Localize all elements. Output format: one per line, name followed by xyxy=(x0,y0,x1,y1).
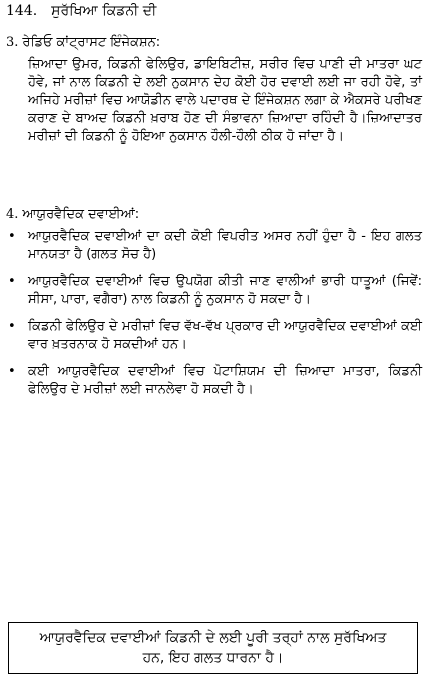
list-item xyxy=(6,318,422,354)
list-item-text: ਆਯੁਰਵੈਦਿਕ ਦਵਾਈਆਂ ਦਾ ਕਦੀ ਕੋਈ ਵਿਪਰੀਤ ਅਸਰ ਨਹੀਂ ਹੁੰਦਾ ਹੈ - ਇਹ ਗਲਤ ਮਾਨਯਤਾ ਹੈ (ਗਲਤ ਸੋਚ ਹੈ) xyxy=(28,229,422,262)
bullet-icon: • xyxy=(8,274,16,289)
section-paragraph: ਜ਼ਿਆਦਾ ਉਮਰ, ਕਿਡਨੀ ਫੇਲਿਉਰ, ਡਾਇਬਿਟੀਜ਼, ਸਰੀਰ ਵਿਚ ਪਾਣੀ ਦੀ ਮਾਤਰਾ ਘਟ ਹੋਵੇ, ਜਾਂ ਨਾਲ ਕਿਡਨੀ ਦੇ ਲਈ ਨੁਕਸਾਨ ਦੇਹ ਕੋਈ ਹੋਰ ਦਵਾਈ ਲਈ ਜਾ ਰਹੀ ਹੋਵੇ, ਤਾਂ ਅਜਿਹੇ ਮਰੀਜ਼ਾਂ ਵਿਚ ਆਯੋਡੀਨ ਵਾਲੇ ਪਦਾਰਥ ਦੇ ਇੰਜੇਕਸ਼ਨ ਲਗਾ ਕੇ ਐਕਸਰੇ ਪਰੀਖਣ ਕਰਾਣ ਦੇ ਬਾਅਦ ਕਿਡਨੀ ਖ਼ਰਾਬ ਹੋਣ ਦੀ ਸੰਭਾਵਨਾ ਜ਼ਿਆਦਾ ਰਹਿੰਦੀ ਹੈ।ਜ਼ਿਆਦਾਤਰ ਮਰੀਜ਼ਾਂ ਦੀ ਕਿਡਨੀ ਨੂੰ ਹੋਇਆ ਨੁਕਸਾਨ ਹੌਲੀ-ਹੌਲੀ ਠੀਕ ਹੋ ਜਾਂਦਾ ਹੈ। xyxy=(28,57,422,144)
section-number: 3. xyxy=(6,35,19,50)
list-item-text: ਆਯੁਰਵੈਦਿਕ ਦਵਾਈਆਂ ਵਿਚ ਉਪਯੋਗ ਕੀਤੀ ਜਾਣ ਵਾਲੀਆਂ ਭਾਰੀ ਧਾਤੂਆਂ (ਜਿਵੇਂ: ਸੀਸਾ, ਪਾਰਾ, ਵਗੈਰਾ) ਨਾਲ ਕਿਡਨੀ ਨੂੰ ਨੁਕਸਾਨ ਹੋ ਸਕਦਾ ਹੈ। xyxy=(28,274,422,307)
list-item xyxy=(6,363,422,399)
section-title: ਆਯੁਰਵੈਦਿਕ ਦਵਾਈਆਂ: xyxy=(22,207,140,222)
key-point-text: ਆਯੁਰਵੈਦਿਕ ਦਵਾਈਆਂ ਕਿਡਨੀ ਦੇ ਲਈ ਪੂਰੀ ਤਰ੍ਹਾਂ ਨਾਲ ਸੁਰੱਖਿਅਤ ਹਨ, ਇਹ ਗਲਤ ਧਾਰਨਾ ਹੈ। xyxy=(39,630,387,666)
bullet-icon: • xyxy=(8,364,16,379)
bullet-icon: • xyxy=(8,319,16,334)
page-number: 144. xyxy=(6,3,38,19)
section-number: 4. xyxy=(6,207,19,222)
section-title: ਰੇਡਿਓ ਕਾਂਟ੍ਰਾਸਟ ਇੰਜੇਕਸ਼ਨ: xyxy=(22,35,161,50)
section-ayurvedic-medicines xyxy=(6,206,422,408)
bullet-icon: • xyxy=(8,229,16,244)
key-point-box xyxy=(8,622,418,674)
section-radio-contrast xyxy=(6,34,422,146)
section-heading xyxy=(6,34,422,52)
list-item-text: ਕਿਡਨੀ ਫੇਲਿਉਰ ਦੇ ਮਰੀਜ਼ਾਂ ਵਿਚ ਵੱਖ-ਵੱਖ ਪ੍ਰਕਾਰ ਦੀ ਆਯੁਰਵੈਦਿਕ ਦਵਾਈਆਂ ਕਈ ਵਾਰ ਖ਼ਤਰਨਾਕ ਹੋ ਸਕਦੀਆਂ ਹਨ। xyxy=(28,319,422,352)
page-title: ਸੁਰੱਖਿਆ ਕਿਡਨੀ ਦੀ xyxy=(51,3,157,19)
section-heading xyxy=(6,206,422,224)
list-item xyxy=(6,228,422,264)
list-item xyxy=(6,273,422,309)
list-item-text: ਕਈ ਆਯੁਰਵੈਦਿਕ ਦਵਾਈਆਂ ਵਿਚ ਪੋਟਾਸ਼ਿਯਮ ਦੀ ਜ਼ਿਆਦਾ ਮਾਤਰਾ, ਕਿਡਨੀ ਫੇਲਿਉਰ ਦੇ ਮਰੀਜ਼ਾਂ ਲਈ ਜਾਨਲੇਵਾ ਹੋ ਸਕਦੀ ਹੈ। xyxy=(28,364,422,397)
page-header xyxy=(6,2,156,20)
bullet-list xyxy=(6,228,422,399)
